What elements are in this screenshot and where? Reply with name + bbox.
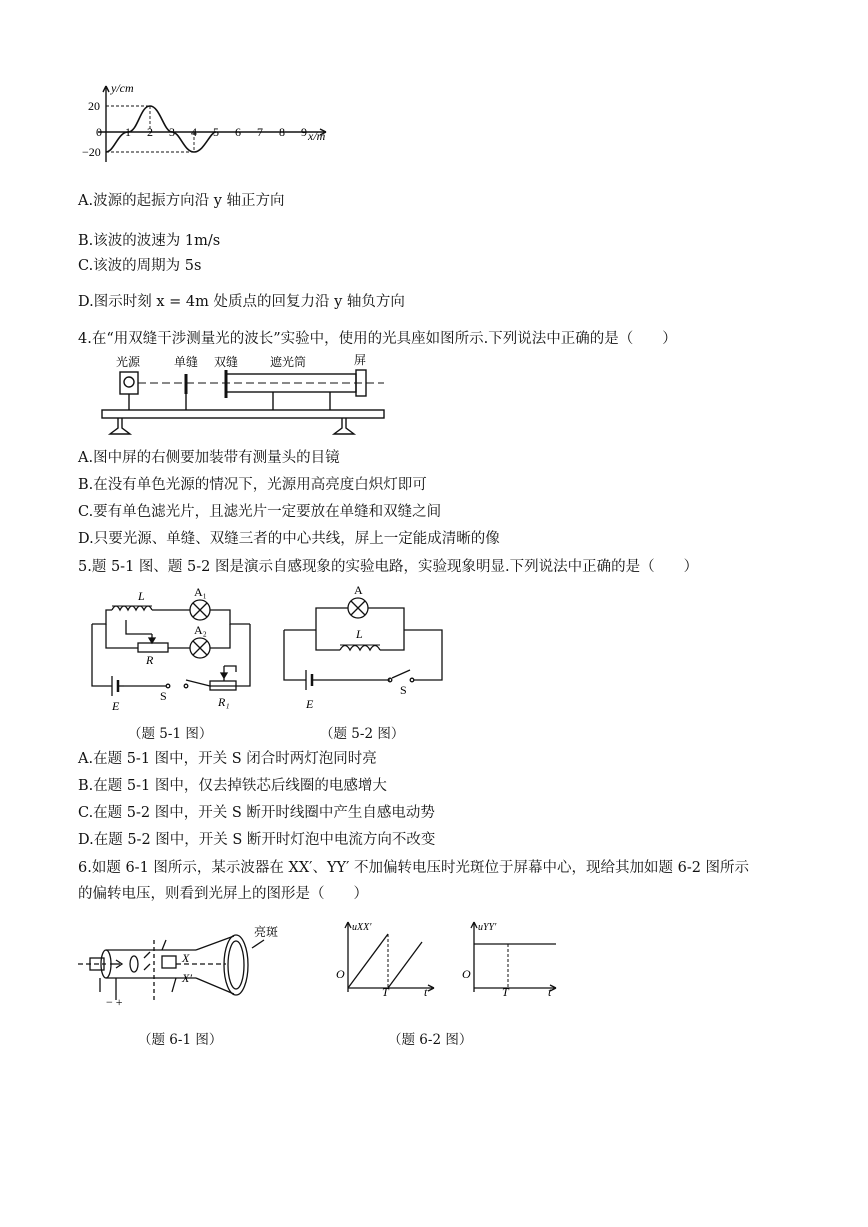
label-A: A <box>354 584 363 597</box>
q4-option-b: B.在没有单色光源的情况下，光源用高亮度白炽灯即可 <box>78 477 427 493</box>
label-light-source: 光源 <box>116 355 141 369</box>
label-Xp: X′ <box>182 971 192 985</box>
caption-5-2: （题 5-2 图） <box>320 726 405 742</box>
q4-option-d: D.只要光源、单缝、双缝三者的中心共线，屏上一定能成清晰的像 <box>78 531 500 547</box>
coil-L <box>340 646 380 651</box>
voltage-graph-xx <box>330 916 440 998</box>
graph1-origin: O <box>336 967 345 981</box>
label-A1: A₁ <box>194 585 207 599</box>
bench-leg-left <box>110 418 130 434</box>
circuit-5-1 <box>86 584 258 716</box>
graph2-y-label: uYY′ <box>478 922 497 933</box>
q3-option-d: D.图示时刻 x = 4m 处质点的回复力沿 y 轴负方向 <box>78 294 405 310</box>
graph2-x-label: t <box>548 985 552 998</box>
label-A2: A₂ <box>194 623 207 637</box>
q6-stem-line2: 的偏转电压，则看到光屏上的图形是（ ） <box>78 886 368 902</box>
q4-stem: 4.在“用双缝干涉测量光的波长”实验中，使用的光具座如图所示.下列说法中正确的是（ ） <box>78 331 677 347</box>
wave-x-label: x/m <box>308 129 326 143</box>
graph1-x-label: t <box>424 985 428 998</box>
q5-option-d: D.在题 5-2 图中，开关 S 断开时灯泡中电流方向不改变 <box>78 832 436 848</box>
lamp-bulb <box>124 377 134 387</box>
graph2-origin: O <box>462 967 471 981</box>
wave-x-tick: 3 <box>169 125 175 139</box>
q5-option-c: C.在题 5-2 图中，开关 S 断开时线圈中产生自感电动势 <box>78 805 435 821</box>
label-single-slit: 单缝 <box>174 355 199 369</box>
wave-curve <box>106 106 216 152</box>
sawtooth-1 <box>348 934 388 988</box>
wave-x-tick: 2 <box>147 125 153 139</box>
wave-y-tick-20: 20 <box>88 99 100 113</box>
graph1-y-label: uXX′ <box>352 922 372 933</box>
wave-x-tick: 1 <box>125 125 131 139</box>
oscilloscope-tube-figure <box>76 920 286 1012</box>
bench-leg-right <box>334 418 354 434</box>
wave-x-tick: 7 <box>257 125 263 139</box>
circuit-5-2 <box>280 584 450 712</box>
optical-bench-figure <box>98 352 388 442</box>
coil-L <box>112 606 152 610</box>
wave-graph <box>80 80 340 165</box>
caption-6-2: （题 6-2 图） <box>388 1032 473 1048</box>
label-S: S <box>400 683 407 697</box>
q5-stem: 5.题 5-1 图、题 5-2 图是演示自感现象的实验电路，实验现象明显.下列说法中正确的是（ ） <box>78 559 699 575</box>
q4-option-c: C.要有单色滤光片，且滤光片一定要放在单缝和双缝之间 <box>78 504 442 520</box>
lamp-housing <box>120 372 138 394</box>
q3-option-c: C.该波的周期为 5s <box>78 258 202 274</box>
q5-option-b: B.在题 5-1 图中，仅去掉铁芯后线圈的电感增大 <box>78 778 387 794</box>
wave-x-tick: 6 <box>235 125 241 139</box>
label-R: R <box>146 653 154 667</box>
graph2-tick-T: T <box>502 985 509 998</box>
label-bright-spot: 亮斑 <box>254 925 279 939</box>
caption-5-1: （题 5-1 图） <box>128 726 213 742</box>
wave-x-tick: 4 <box>191 125 197 139</box>
voltage-graph-yy <box>456 916 562 998</box>
label-L: L <box>138 589 145 603</box>
label-L: L <box>356 627 363 641</box>
label-minus-plus: − + <box>106 995 123 1009</box>
wave-y-tick-neg20: −20 <box>82 145 101 159</box>
bench-rail <box>102 410 384 418</box>
label-E: E <box>112 699 120 713</box>
label-X: X <box>182 951 190 965</box>
q4-option-a: A.图中屏的右侧要加装带有测量头的目镜 <box>78 450 340 466</box>
wave-x-tick: 8 <box>279 125 285 139</box>
q3-option-a: A.波源的起振方向沿 y 轴正方向 <box>78 193 285 209</box>
label-R1: R₁ <box>218 695 230 709</box>
caption-6-1: （题 6-1 图） <box>138 1032 223 1048</box>
q3-option-b: B.该波的波速为 1m/s <box>78 233 221 249</box>
wave-x-tick: 9 <box>301 125 307 139</box>
label-E: E <box>306 697 314 711</box>
wave-x-tick: 5 <box>213 125 219 139</box>
label-S: S <box>160 689 167 703</box>
q5-option-a: A.在题 5-1 图中，开关 S 闭合时两灯泡同时亮 <box>78 751 377 767</box>
sawtooth-2 <box>388 942 422 988</box>
label-double-slit: 双缝 <box>214 355 239 369</box>
q6-stem-line1: 6.如题 6-1 图所示，某示波器在 XX′、YY′ 不加偏转电压时光斑位于屏幕中心，现给其加如题 6-2 图所示 <box>78 860 750 876</box>
wave-origin: 0 <box>96 125 102 139</box>
resistor-R <box>138 643 168 652</box>
graph1-tick-T: T <box>382 985 389 998</box>
label-screen: 屏 <box>354 353 367 367</box>
wave-y-label: y/cm <box>111 81 134 95</box>
label-hood: 遮光筒 <box>270 355 307 369</box>
